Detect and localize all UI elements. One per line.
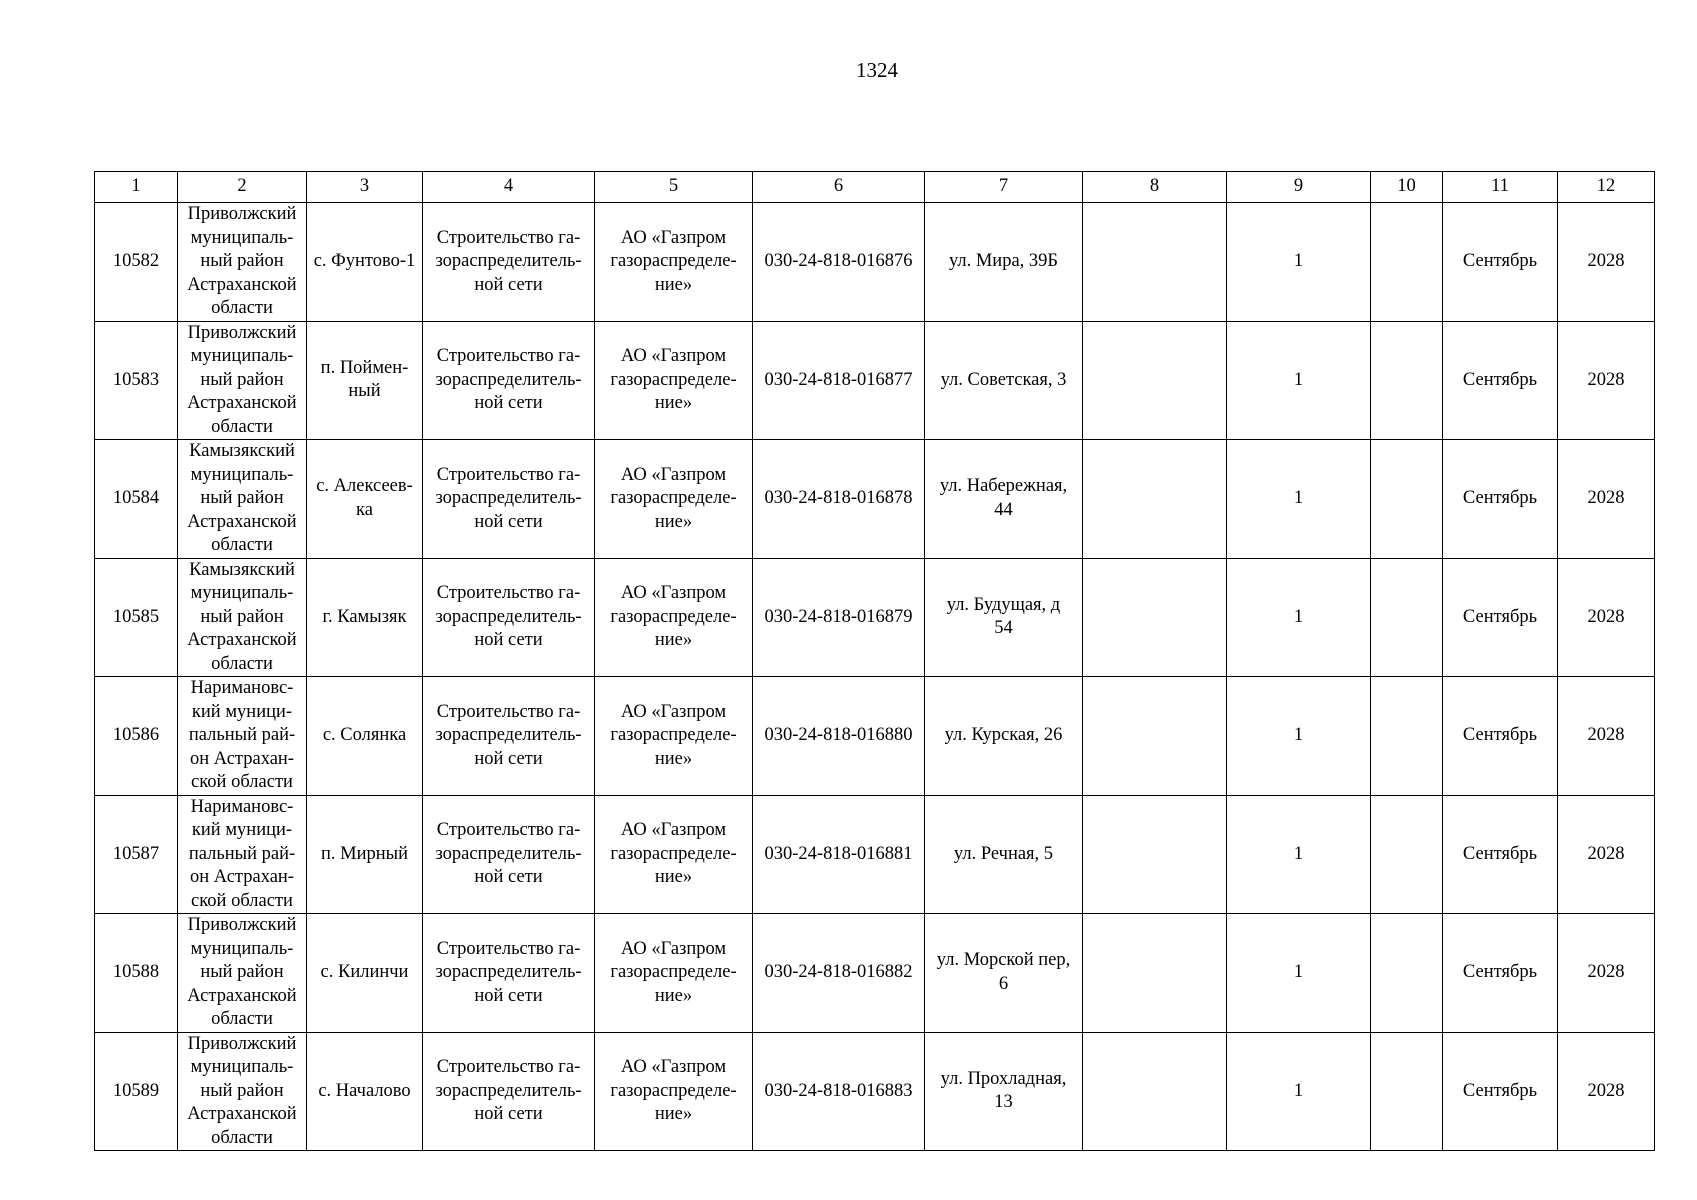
column-9-cell xyxy=(1227,321,1371,440)
work-type-cell-text: Строительство га- зораспределитель- ной сети xyxy=(435,227,582,295)
object-code-cell-text: 030-24-818-016878 xyxy=(764,488,913,508)
settlement-cell xyxy=(307,558,423,677)
column-header: 3 xyxy=(307,172,423,203)
settlement-cell-text: г. Камызяк xyxy=(322,606,407,627)
address-cell xyxy=(925,795,1083,914)
row-number-cell-text: 10587 xyxy=(112,843,160,864)
month-cell xyxy=(1443,203,1558,322)
column-9-cell xyxy=(1227,558,1371,677)
page-number: 1324 xyxy=(856,58,898,82)
row-number-cell-text: 10583 xyxy=(112,369,160,390)
table-row xyxy=(95,795,1655,914)
address-cell xyxy=(925,914,1083,1033)
address-cell-text: ул. Прохладная, 13 xyxy=(940,1068,1067,1113)
organization-cell-text: АО «Газпром газораспределе- ние» xyxy=(610,227,737,295)
row-number-cell-text: 10589 xyxy=(112,1080,160,1101)
settlement-cell xyxy=(307,914,423,1033)
district-cell xyxy=(178,440,307,559)
table-header-row xyxy=(95,172,1655,203)
settlement-cell-text: с. Фунтово-1 xyxy=(313,251,416,271)
column-header: 5 xyxy=(595,172,753,203)
settlement-cell xyxy=(307,1032,423,1151)
district-cell-text: Камызякский муниципаль- ный район Астраханской области xyxy=(187,559,297,674)
column-header: 1 xyxy=(95,172,178,203)
column-10-cell xyxy=(1371,795,1443,914)
settlement-cell xyxy=(307,321,423,440)
year-cell xyxy=(1558,1032,1655,1151)
month-cell xyxy=(1443,677,1558,796)
column-9-cell-text: 1 xyxy=(1293,1080,1304,1101)
settlement-cell-text: с. Началово xyxy=(318,1080,411,1101)
year-cell-text: 2028 xyxy=(1587,962,1625,982)
work-type-cell xyxy=(423,1032,595,1151)
row-number-cell xyxy=(95,795,178,914)
address-cell-text: ул. Мира, 39Б xyxy=(948,251,1059,271)
district-cell xyxy=(178,914,307,1033)
column-8-cell xyxy=(1083,914,1227,1033)
row-number-cell xyxy=(95,203,178,322)
column-header: 10 xyxy=(1371,172,1443,203)
column-9-cell xyxy=(1227,914,1371,1033)
organization-cell xyxy=(595,677,753,796)
month-cell-text: Сентябрь xyxy=(1462,962,1538,982)
district-cell-text: Наримановс- кий муници- пальный рай- он Астрахан- ской области xyxy=(188,678,296,792)
work-type-cell xyxy=(423,558,595,677)
year-cell xyxy=(1558,677,1655,796)
year-cell-text: 2028 xyxy=(1587,843,1625,864)
work-type-cell-text: Строительство га- зораспределитель- ной сети xyxy=(435,464,582,532)
organization-cell-text: АО «Газпром газораспределе- ние» xyxy=(610,464,737,532)
column-8-cell xyxy=(1083,440,1227,559)
district-cell-text: Приволжский муниципаль- ный район Астраханской области xyxy=(187,915,297,1029)
column-8-cell xyxy=(1083,203,1227,322)
column-10-cell xyxy=(1371,1032,1443,1151)
column-header: 7 xyxy=(925,172,1083,203)
year-cell-text: 2028 xyxy=(1587,488,1625,508)
address-cell-text: ул. Набережная, 44 xyxy=(939,476,1068,520)
address-cell xyxy=(925,203,1083,322)
work-type-cell-text: Строительство га- зораспределитель- ной сети xyxy=(435,820,582,887)
organization-cell xyxy=(595,321,753,440)
object-code-cell-text: 030-24-818-016882 xyxy=(764,962,913,982)
year-cell xyxy=(1558,795,1655,914)
district-cell xyxy=(178,321,307,440)
district-cell-text: Приволжский муниципаль- ный район Астраханской области xyxy=(187,322,297,437)
address-cell-text: ул. Советская, 3 xyxy=(940,369,1067,390)
year-cell-text: 2028 xyxy=(1587,606,1625,627)
work-type-cell xyxy=(423,914,595,1033)
table-row xyxy=(95,914,1655,1033)
column-9-cell-text: 1 xyxy=(1293,962,1304,982)
object-code-cell-text: 030-24-818-016881 xyxy=(764,843,913,864)
month-cell xyxy=(1443,558,1558,677)
column-9-cell xyxy=(1227,440,1371,559)
column-8-cell xyxy=(1083,795,1227,914)
object-code-cell xyxy=(753,203,925,322)
work-type-cell xyxy=(423,440,595,559)
district-cell-text: Камызякский муниципаль- ный район Астраханской области xyxy=(187,441,297,555)
row-number-cell xyxy=(95,558,178,677)
month-cell xyxy=(1443,321,1558,440)
organization-cell xyxy=(595,203,753,322)
year-cell xyxy=(1558,558,1655,677)
column-9-cell xyxy=(1227,795,1371,914)
table-row xyxy=(95,203,1655,322)
settlement-cell-text: п. Мирный xyxy=(321,843,408,864)
gas-network-table xyxy=(94,171,1655,1151)
object-code-cell xyxy=(753,321,925,440)
month-cell-text: Сентябрь xyxy=(1462,843,1538,864)
column-9-cell-text: 1 xyxy=(1293,369,1304,390)
settlement-cell xyxy=(307,795,423,914)
row-number-cell xyxy=(95,321,178,440)
work-type-cell-text: Строительство га- зораспределитель- ной сети xyxy=(435,938,582,1006)
column-10-cell xyxy=(1371,914,1443,1033)
column-9-cell-text: 1 xyxy=(1293,725,1304,745)
object-code-cell xyxy=(753,914,925,1033)
district-cell-text: Наримановс- кий муници- пальный рай- он Астрахан- ской области xyxy=(188,796,296,911)
column-header: 9 xyxy=(1227,172,1371,203)
district-cell xyxy=(178,203,307,322)
district-cell-text: Приволжский муниципаль- ный район Астраханской области xyxy=(187,204,297,318)
object-code-cell-text: 030-24-818-016879 xyxy=(764,606,913,627)
object-code-cell-text: 030-24-818-016883 xyxy=(764,1080,913,1101)
column-header: 11 xyxy=(1443,172,1558,203)
district-cell xyxy=(178,677,307,796)
organization-cell xyxy=(595,440,753,559)
row-number-cell-text: 10584 xyxy=(112,488,160,508)
organization-cell-text: АО «Газпром газораспределе- ние» xyxy=(610,346,737,413)
organization-cell-text: АО «Газпром газораспределе- ние» xyxy=(610,938,737,1006)
object-code-cell xyxy=(753,677,925,796)
month-cell-text: Сентябрь xyxy=(1462,1080,1538,1101)
work-type-cell-text: Строительство га- зораспределитель- ной сети xyxy=(435,1057,582,1124)
column-8-cell xyxy=(1083,321,1227,440)
address-cell xyxy=(925,558,1083,677)
address-cell-text: ул. Будущая, д 54 xyxy=(946,594,1061,639)
column-9-cell-text: 1 xyxy=(1293,843,1304,864)
column-10-cell xyxy=(1371,321,1443,440)
settlement-cell-text: с. Алексеев- ка xyxy=(316,476,413,520)
year-cell xyxy=(1558,440,1655,559)
column-10-cell xyxy=(1371,203,1443,322)
organization-cell-text: АО «Газпром газораспределе- ние» xyxy=(610,701,737,769)
year-cell xyxy=(1558,203,1655,322)
object-code-cell-text: 030-24-818-016876 xyxy=(764,251,913,271)
column-10-cell xyxy=(1371,677,1443,796)
year-cell-text: 2028 xyxy=(1587,725,1625,745)
organization-cell xyxy=(595,795,753,914)
organization-cell-text: АО «Газпром газораспределе- ние» xyxy=(610,1057,737,1124)
column-9-cell-text: 1 xyxy=(1293,488,1304,508)
month-cell-text: Сентябрь xyxy=(1462,488,1538,508)
address-cell xyxy=(925,440,1083,559)
year-cell xyxy=(1558,321,1655,440)
object-code-cell-text: 030-24-818-016880 xyxy=(764,725,913,745)
month-cell-text: Сентябрь xyxy=(1462,369,1538,390)
settlement-cell-text: с. Килинчи xyxy=(320,962,409,982)
row-number-cell-text: 10588 xyxy=(112,962,160,982)
address-cell-text: ул. Речная, 5 xyxy=(953,843,1054,864)
address-cell xyxy=(925,321,1083,440)
table-row xyxy=(95,1032,1655,1151)
settlement-cell-text: с. Солянка xyxy=(322,725,407,745)
address-cell-text: ул. Морской пер, 6 xyxy=(936,950,1071,994)
column-header: 4 xyxy=(423,172,595,203)
work-type-cell xyxy=(423,203,595,322)
work-type-cell-text: Строительство га- зораспределитель- ной сети xyxy=(435,583,582,650)
column-10-cell xyxy=(1371,440,1443,559)
object-code-cell xyxy=(753,440,925,559)
column-9-cell xyxy=(1227,1032,1371,1151)
year-cell-text: 2028 xyxy=(1587,369,1625,390)
address-cell xyxy=(925,677,1083,796)
settlement-cell xyxy=(307,203,423,322)
work-type-cell xyxy=(423,677,595,796)
row-number-cell-text: 10586 xyxy=(112,725,160,745)
district-cell-text: Приволжский муниципаль- ный район Астраханской области xyxy=(187,1033,297,1148)
month-cell-text: Сентябрь xyxy=(1462,606,1538,627)
column-8-cell xyxy=(1083,1032,1227,1151)
month-cell xyxy=(1443,440,1558,559)
column-9-cell xyxy=(1227,203,1371,322)
object-code-cell xyxy=(753,558,925,677)
address-cell xyxy=(925,1032,1083,1151)
settlement-cell-text: п. Поймен- ный xyxy=(320,357,409,402)
district-cell xyxy=(178,558,307,677)
row-number-cell xyxy=(95,914,178,1033)
object-code-cell xyxy=(753,1032,925,1151)
table-row xyxy=(95,677,1655,796)
work-type-cell-text: Строительство га- зораспределитель- ной сети xyxy=(435,701,582,769)
column-header: 6 xyxy=(753,172,925,203)
table-row xyxy=(95,440,1655,559)
row-number-cell xyxy=(95,677,178,796)
column-9-cell-text: 1 xyxy=(1293,251,1304,271)
month-cell xyxy=(1443,914,1558,1033)
row-number-cell-text: 10585 xyxy=(112,606,160,627)
organization-cell xyxy=(595,914,753,1033)
row-number-cell-text: 10582 xyxy=(112,251,160,271)
object-code-cell xyxy=(753,795,925,914)
column-8-cell xyxy=(1083,558,1227,677)
column-10-cell xyxy=(1371,558,1443,677)
row-number-cell xyxy=(95,1032,178,1151)
month-cell xyxy=(1443,1032,1558,1151)
row-number-cell xyxy=(95,440,178,559)
month-cell-text: Сентябрь xyxy=(1462,725,1538,745)
organization-cell xyxy=(595,558,753,677)
month-cell-text: Сентябрь xyxy=(1462,251,1538,271)
work-type-cell xyxy=(423,795,595,914)
column-header: 12 xyxy=(1558,172,1655,203)
settlement-cell xyxy=(307,677,423,796)
month-cell xyxy=(1443,795,1558,914)
work-type-cell-text: Строительство га- зораспределитель- ной сети xyxy=(435,346,582,413)
organization-cell xyxy=(595,1032,753,1151)
district-cell xyxy=(178,1032,307,1151)
settlement-cell xyxy=(307,440,423,559)
year-cell-text: 2028 xyxy=(1587,1080,1625,1101)
column-8-cell xyxy=(1083,677,1227,796)
table-row xyxy=(95,321,1655,440)
organization-cell-text: АО «Газпром газораспределе- ние» xyxy=(610,583,737,650)
column-header: 2 xyxy=(178,172,307,203)
year-cell xyxy=(1558,914,1655,1033)
column-header: 8 xyxy=(1083,172,1227,203)
table-row xyxy=(95,558,1655,677)
year-cell-text: 2028 xyxy=(1587,251,1625,271)
column-9-cell-text: 1 xyxy=(1293,606,1304,627)
address-cell-text: ул. Курская, 26 xyxy=(944,725,1063,745)
object-code-cell-text: 030-24-818-016877 xyxy=(764,369,913,390)
work-type-cell xyxy=(423,321,595,440)
district-cell xyxy=(178,795,307,914)
column-9-cell xyxy=(1227,677,1371,796)
organization-cell-text: АО «Газпром газораспределе- ние» xyxy=(610,820,737,887)
